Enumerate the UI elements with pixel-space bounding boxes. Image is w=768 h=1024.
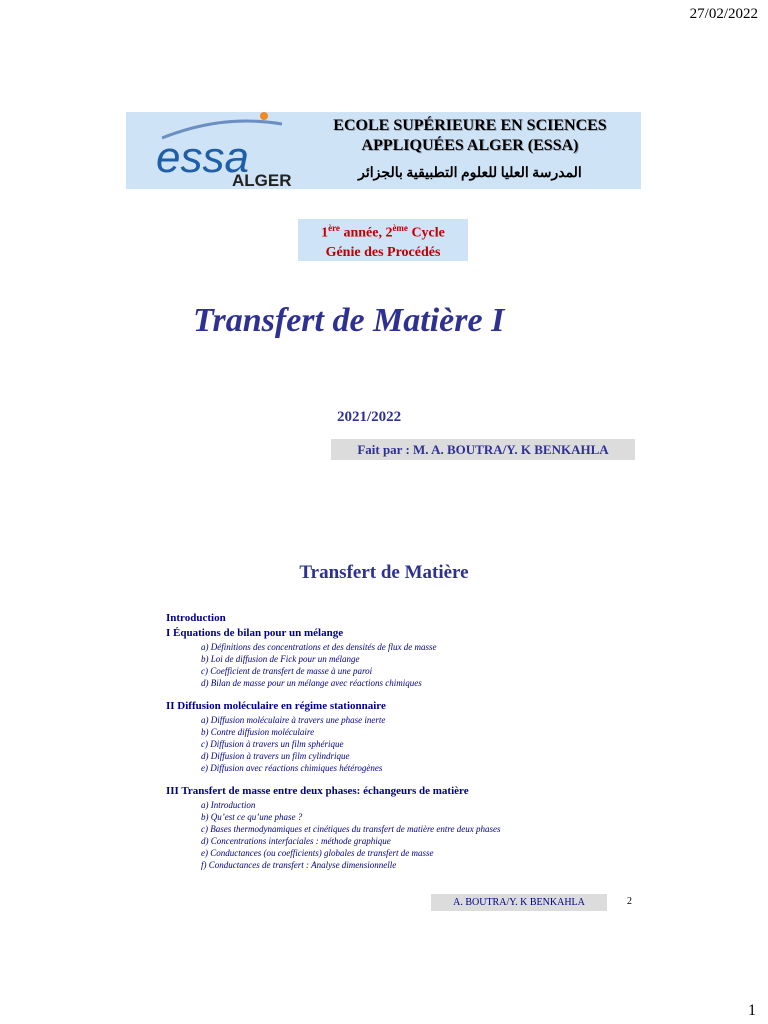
cycle-cycle-sup: ème [392, 223, 408, 233]
toc-item: d) Bilan de masse pour un mélange avec réactions chimiques [201, 678, 422, 688]
toc-item: a) Définitions des concentrations et des densités de flux de masse [201, 642, 437, 652]
toc-item: b) Qu’est ce qu’une phase ? [201, 812, 303, 822]
cycle-line1 [298, 219, 468, 243]
cycle-line2: Génie des Procédés [325, 244, 441, 260]
toc-section-1: I Équations de bilan pour un mélange [166, 627, 344, 639]
toc-item: f) Conductances de transfert : Analyse dimensionnelle [201, 860, 397, 870]
toc-item: c) Diffusion à travers un film sphérique [201, 739, 344, 749]
slide-page-number: 2 [627, 896, 632, 907]
toc-item: b) Contre diffusion moléculaire [201, 727, 315, 737]
toc-section-2: II Diffusion moléculaire en régime stationnaire [166, 700, 386, 712]
toc-item: c) Coefficient de transfert de masse à une paroi [201, 666, 373, 676]
school-name-line1: ECOLE SUPÉRIEURE EN SCIENCES [333, 117, 607, 134]
slide-title: Transfert de Matière [299, 562, 469, 583]
cycle-word: Cycle [407, 225, 445, 241]
toc-item: e) Diffusion avec réactions chimiques hétérogènes [201, 763, 383, 773]
cycle-year-sup: ère [328, 223, 340, 233]
essa-logo [152, 112, 292, 189]
school-name-arabic: المدرسة العليا للعلوم التطبيقية بالجزائر [358, 166, 582, 181]
academic-year: 2021/2022 [337, 409, 402, 425]
author-credit: Fait par : M. A. BOUTRA/Y. K BENKAHLA [331, 439, 635, 460]
print-date: 27/02/2022 [689, 6, 758, 22]
school-name [300, 116, 640, 156]
cycle-box [298, 219, 468, 261]
cycle-year-num: 1 [321, 225, 329, 241]
toc-item: a) Diffusion moléculaire à travers une phase inerte [201, 715, 386, 725]
toc-item: e) Conductances (ou coefficients) globales de transfert de masse [201, 848, 434, 858]
toc-intro: Introduction [166, 612, 226, 624]
slide-footer-author: A. BOUTRA/Y. K BENKAHLA [431, 894, 607, 911]
page-number: 1 [748, 1002, 756, 1019]
toc-section-3: III Transfert de masse entre deux phases: échangeurs de matière [166, 785, 469, 797]
cycle-mid: année, 2 [339, 225, 393, 241]
toc-item: c) Bases thermodynamiques et cinétiques du transfert de matière entre deux phases [201, 824, 501, 834]
toc-item: a) Introduction [201, 800, 256, 810]
school-name-line2: APPLIQUÉES ALGER (ESSA) [361, 137, 579, 154]
table-of-contents [166, 611, 686, 871]
toc-item: d) Diffusion à travers un film cylindrique [201, 751, 350, 761]
course-title: Transfert de Matière I [193, 302, 505, 339]
toc-item: b) Loi de diffusion de Fick pour un mélange [201, 654, 360, 664]
logo-subtext: ALGER [232, 171, 292, 189]
toc-item: d) Concentrations interfaciales : méthode graphique [201, 836, 391, 846]
logo-text: essa [156, 133, 249, 182]
